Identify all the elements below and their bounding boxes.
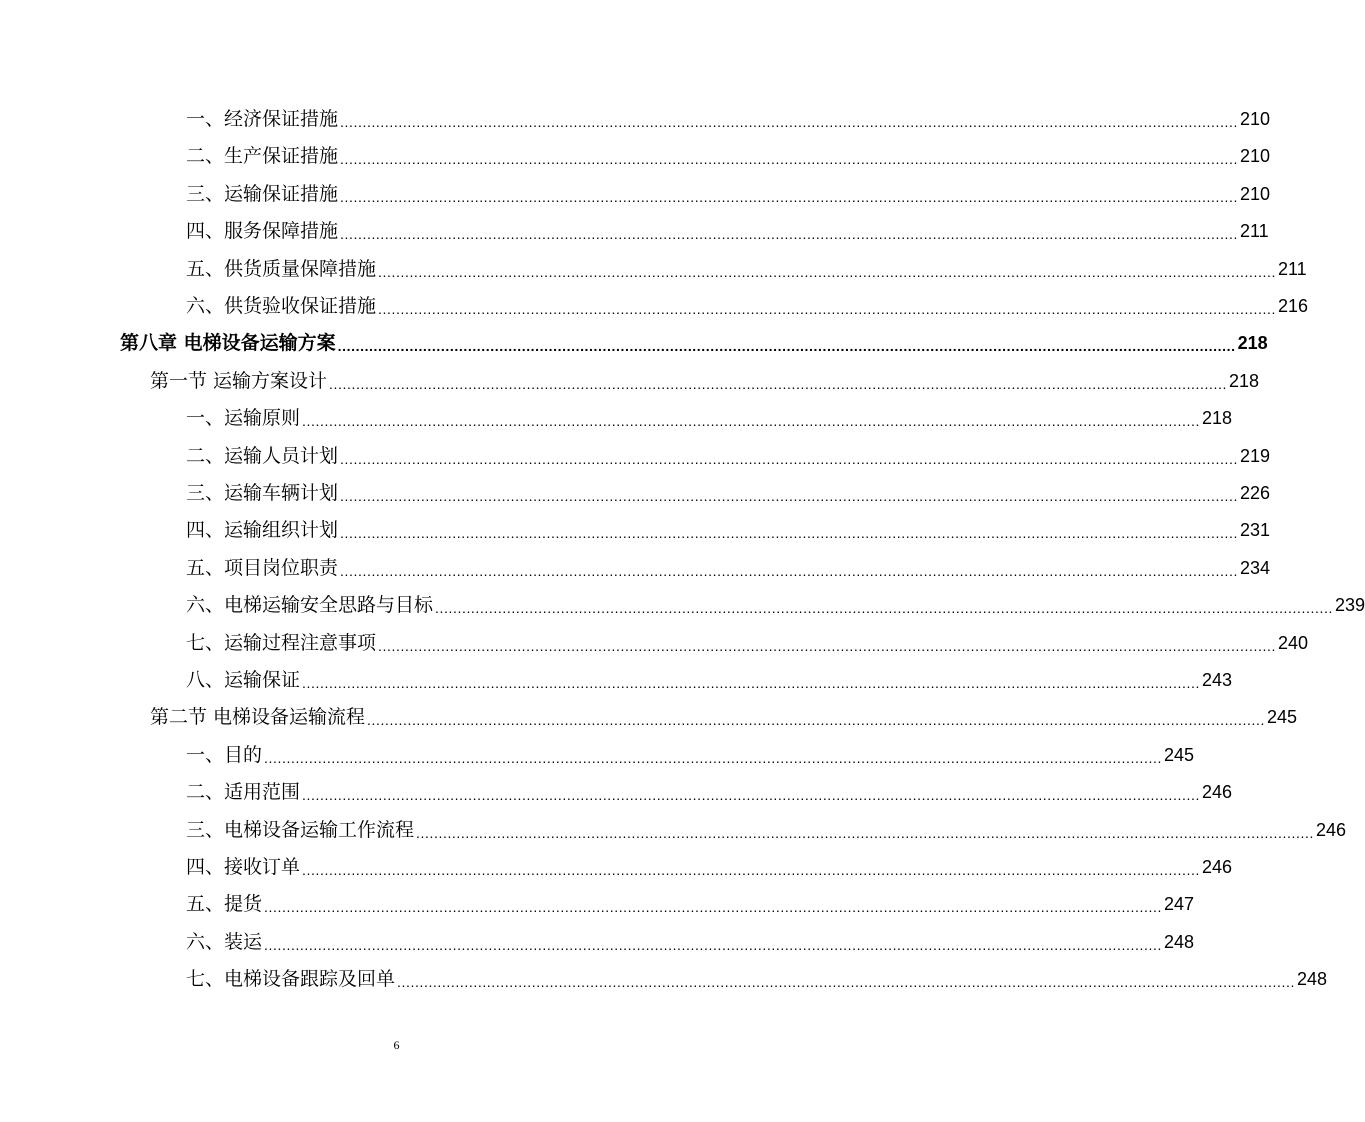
toc-leader-dots: ........................................................................................................................................................................................................: [378, 637, 1276, 654]
toc-leader-dots: ........................................................................................................................................................................................................: [378, 301, 1276, 317]
toc-entry-label: 三、运输车辆计划: [186, 482, 339, 504]
toc-leader-dots: ........................................................................................................................................................................................................: [337, 338, 1236, 355]
toc-entry-label: 二、运输人员计划: [186, 444, 339, 467]
toc-leader-dots: ........................................................................................................................................................................................................: [340, 488, 1238, 504]
toc-entry-page: 246: [1201, 782, 1232, 803]
toc-leader-dots: ........................................................................................................................................................................................................: [340, 226, 1238, 243]
toc-item-entry[interactable]: [186, 666, 1232, 694]
toc-entry-page: 231: [1239, 520, 1270, 541]
toc-entry-label: 四、服务保障措施: [186, 220, 339, 243]
toc-entry-label: 三、电梯设备运输工作流程: [186, 818, 415, 841]
toc-entry-page: 245: [1266, 707, 1298, 728]
toc-chapter-entry[interactable]: [120, 329, 1268, 357]
toc-item-entry[interactable]: [186, 516, 1270, 544]
toc-entry-page: 246: [1315, 819, 1346, 840]
toc-leader-dots: ........................................................................................................................................................................................................: [264, 749, 1162, 766]
toc-entry-page: 246: [1201, 857, 1232, 877]
toc-entry-page: 243: [1201, 670, 1232, 690]
toc-leader-dots: ........................................................................................................................................................................................................: [264, 936, 1162, 953]
toc-leader-dots: ........................................................................................................................................................................................................: [340, 562, 1238, 579]
toc-item-entry[interactable]: [186, 965, 1327, 993]
toc-item-entry[interactable]: [186, 554, 1270, 582]
toc-entry-label: 一、目的: [186, 743, 263, 766]
toc-entry-label: 五、提货: [186, 893, 263, 916]
toc-entry-page: 218: [1228, 370, 1260, 391]
toc-item-entry[interactable]: [186, 816, 1346, 844]
toc-section-entry[interactable]: [150, 367, 1260, 395]
toc-item-entry[interactable]: [186, 479, 1270, 507]
toc-leader-dots: ........................................................................................................................................................................................................: [329, 375, 1227, 392]
toc-leader-dots: ........................................................................................................................................................................................................: [435, 600, 1333, 617]
toc-item-entry[interactable]: [186, 105, 1270, 133]
toc-item-entry[interactable]: [186, 629, 1308, 657]
toc-item-entry[interactable]: [186, 217, 1269, 245]
page-number: 6: [393, 1038, 400, 1052]
toc-item-entry[interactable]: [186, 292, 1308, 320]
toc-leader-dots: ........................................................................................................................................................................................................: [264, 899, 1162, 916]
toc-item-entry[interactable]: [186, 591, 1365, 619]
toc-entry-label: 七、电梯设备跟踪及回单: [186, 968, 396, 991]
toc-item-entry[interactable]: [186, 778, 1232, 806]
toc-leader-dots: ........................................................................................................................................................................................................: [302, 862, 1200, 878]
toc-entry-page: 211: [1239, 221, 1269, 242]
toc-entry-page: 234: [1239, 557, 1270, 578]
toc-entry-label: 一、经济保证措施: [186, 108, 339, 130]
toc-entry-label: 三、运输保证措施: [186, 182, 339, 205]
toc-item-entry[interactable]: [186, 890, 1194, 918]
toc-entry-page: 245: [1163, 744, 1194, 765]
toc-item-entry[interactable]: [186, 180, 1270, 208]
toc-entry-label: 四、接收订单: [186, 856, 301, 878]
toc-entry-page: 210: [1239, 146, 1270, 167]
toc-leader-dots: ........................................................................................................................................................................................................: [340, 450, 1238, 467]
toc-entry-label: 四、运输组织计划: [186, 519, 339, 542]
toc-entry-page: 226: [1239, 483, 1270, 503]
toc-leader-dots: ........................................................................................................................................................................................................: [378, 263, 1276, 280]
toc-entry-page: 239: [1334, 595, 1365, 616]
toc-entry-label: 二、适用范围: [186, 781, 301, 804]
toc-leader-dots: ........................................................................................................................................................................................................: [302, 413, 1200, 430]
toc-entry-label: 五、供货质量保障措施: [186, 257, 377, 280]
toc-item-entry[interactable]: [186, 928, 1194, 956]
toc-entry-page: 216: [1277, 296, 1308, 316]
toc-leader-dots: ........................................................................................................................................................................................................: [340, 188, 1238, 205]
toc-entry-page: 210: [1239, 109, 1270, 129]
toc-entry-page: 218: [1237, 333, 1268, 354]
toc-entry-label: 第二节 电梯设备运输流程: [150, 706, 366, 729]
toc-entry-label: 六、供货验收保证措施: [186, 295, 377, 317]
toc-item-entry[interactable]: [186, 853, 1232, 881]
toc-item-entry[interactable]: [186, 741, 1194, 769]
toc-leader-dots: ........................................................................................................................................................................................................: [397, 974, 1295, 991]
toc-entry-label: 六、装运: [186, 930, 263, 953]
toc-entry-page: 211: [1277, 258, 1307, 279]
toc-entry-label: 第一节 运输方案设计: [150, 369, 328, 392]
toc-item-entry[interactable]: [186, 255, 1307, 283]
toc-entry-page: 218: [1201, 408, 1232, 429]
toc-entry-page: 210: [1239, 183, 1270, 204]
toc-entry-page: 248: [1296, 969, 1327, 990]
toc-leader-dots: ........................................................................................................................................................................................................: [340, 151, 1238, 168]
toc-entry-label: 六、电梯运输安全思路与目标: [186, 594, 434, 617]
toc-entry-page: 219: [1239, 445, 1270, 466]
toc-leader-dots: ........................................................................................................................................................................................................: [302, 787, 1200, 804]
toc-entry-label: 七、运输过程注意事项: [186, 631, 377, 654]
toc-entry-page: 240: [1277, 632, 1308, 653]
toc-section-entry[interactable]: [150, 703, 1298, 731]
toc-item-entry[interactable]: [186, 404, 1232, 432]
toc-leader-dots: ........................................................................................................................................................................................................: [340, 525, 1238, 542]
toc-entry-page: 248: [1163, 931, 1194, 952]
toc-leader-dots: ........................................................................................................................................................................................................: [340, 114, 1238, 130]
toc-entry-page: 247: [1163, 894, 1194, 915]
toc-entry-label: 五、项目岗位职责: [186, 556, 339, 579]
toc-leader-dots: ........................................................................................................................................................................................................: [416, 824, 1314, 841]
toc-item-entry[interactable]: [186, 142, 1270, 170]
toc-leader-dots: ........................................................................................................................................................................................................: [367, 712, 1265, 729]
toc-entry-label: 二、生产保证措施: [186, 145, 339, 168]
toc-entry-label: 八、运输保证: [186, 669, 301, 691]
toc-entry-label: 一、运输原则: [186, 407, 301, 430]
toc-item-entry[interactable]: [186, 442, 1270, 470]
toc-leader-dots: ........................................................................................................................................................................................................: [302, 675, 1200, 691]
toc-entry-label: 第八章 电梯设备运输方案: [120, 332, 336, 355]
